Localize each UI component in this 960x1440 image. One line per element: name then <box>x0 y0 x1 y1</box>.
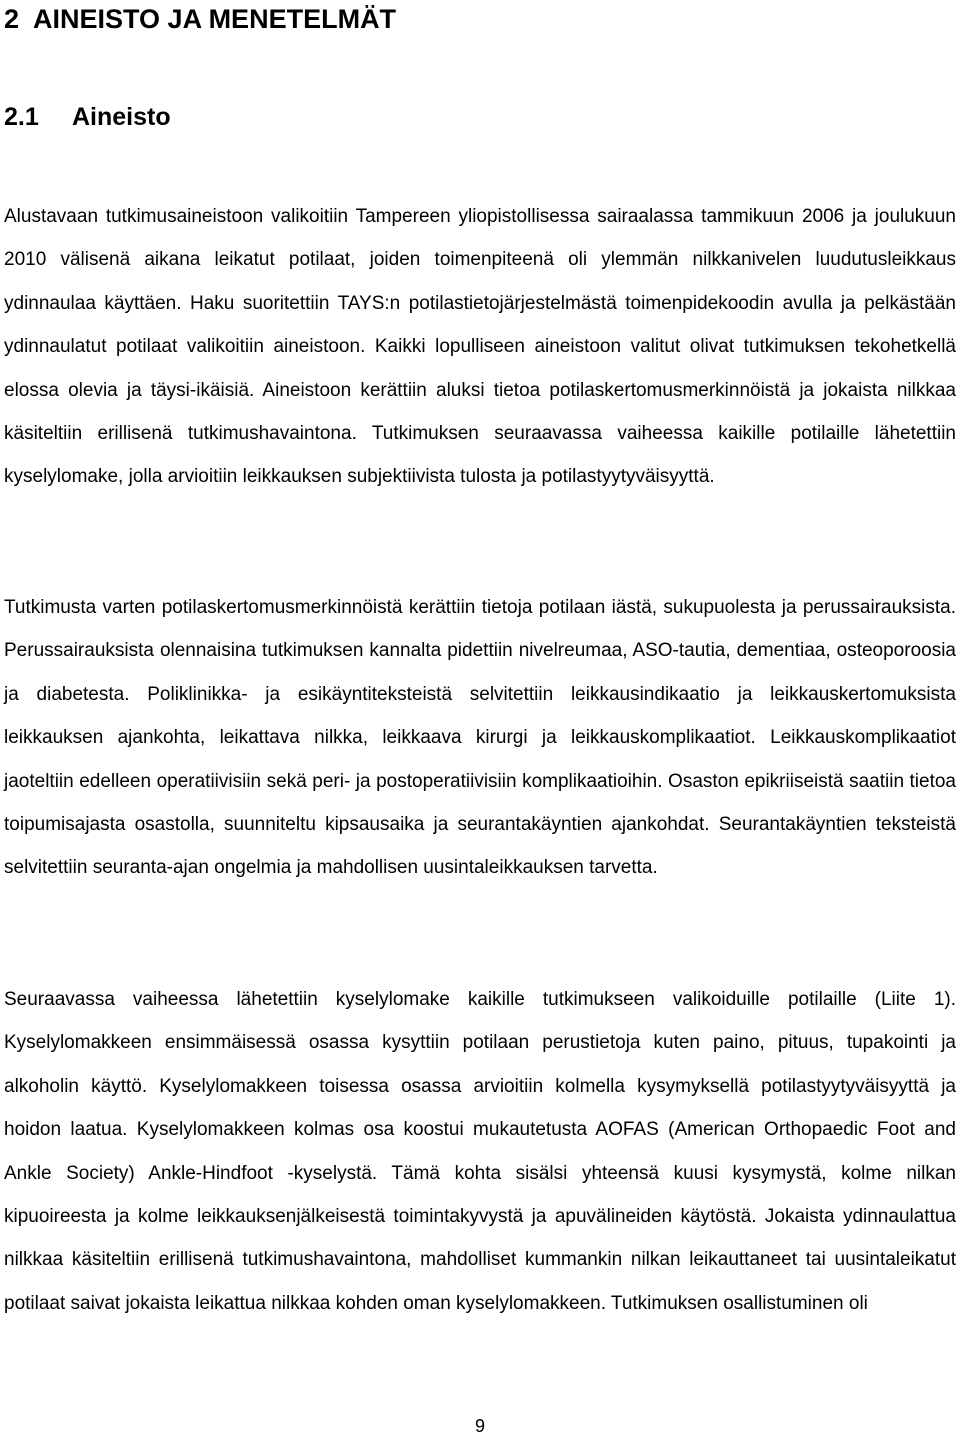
chapter-title: AINEISTO JA MENETELMÄT <box>33 4 397 34</box>
body-paragraph: Tutkimusta varten potilaskertomusmerkinnöistä kerättiin tietoja potilaan iästä, sukupuolesta ja perussairauksista. Perussairauksista olennaisina tutkimuksen kannalta pidettiin nivelreumaa, ASO-tautia, dementiaa, osteoporoosia ja diabetesta. Poliklinikka- ja esikäyntiteksteistä selvitettiin leikkausindikaatio ja leikkauskertomuksista leikkauksen ajankohta, leikattava nilkka, leikkaava kirurgi ja leikkauskomplikaatiot. Leikkauskomplikaatiot jaoteltiin edelleen operatiivisiin sekä peri- ja postoperatiivisiin komplikaatioihin. Osaston epikriiseistä saatiin tietoa toipumisajasta osastolla, suunniteltu kipsausaika ja seurantakäyntien ajankohdat. Seurantakäyntien teksteistä selvitettiin seuranta-ajan ongelmia ja mahdollisen uusintaleikkauksen tarvetta. <box>4 597 956 879</box>
section-heading <box>4 100 171 134</box>
page-number: 9 <box>474 1416 485 1436</box>
body-paragraph: Seuraavassa vaiheessa lähetettiin kyselylomake kaikille tutkimukseen valikoiduille potilaille (Liite 1). Kyselylomakkeen ensimmäisessä osassa kysyttiin potilaan perustietoja kuten paino, pituus, tupakointi ja alkoholin käyttö. Kyselylomakkeen toisessa osassa arvioitiin kolmella kysymyksellä potilastyytyväisyyttä ja hoidon laatua. Kyselylomakkeen kolmas osa koostui mukautetusta AOFAS (American Orthopaedic Foot and Ankle Society) Ankle-Hindfoot -kyselystä. Tämä kohta sisälsi yhteensä kuusi kysymystä, kolme nilkan kipuoireesta ja kolme leikkauksenjälkeisestä toimintakyvystä ja apuvälineiden käytöstä. Jokaista ydinnaulattua nilkkaa käsiteltiin erillisenä tutkimushavaintona, mahdolliset kummankin nilkan leikauttaneet tai uusintaleikatut potilaat saivat jokaista leikattua nilkkaa kohden oman kyselylomakkeen. Tutkimuksen osallistuminen oli <box>4 989 956 1314</box>
body-paragraph: Alustavaan tutkimusaineistoon valikoitiin Tampereen yliopistollisessa sairaalassa tammikuun 2006 ja joulukuun 2010 välisenä aikana leikatut potilaat, joiden toimenpiteenä oli ylemmän nilkkanivelen luudutusleikkaus ydinnaulaa käyttäen. Haku suoritettiin TAYS:n potilastietojärjestelmästä toimenpidekoodin avulla ja pelkästään ydinnaulatut potilaat valikoitiin aineistoon. Kaikki lopulliseen aineistoon valitut olivat tutkimuksen tekohetkellä elossa olevia ja täysi-ikäisiä. Aineistoon kerättiin aluksi tietoa potilaskertomusmerkinnöistä ja jokaista nilkkaa käsiteltiin erillisenä tutkimushavaintona. Tutkimuksen seuraavassa vaiheessa kaikille potilaille lähetettiin kyselylomake, jolla arvioitiin leikkauksen subjektiivista tulosta ja potilastyytyväisyyttä. <box>4 206 956 488</box>
section-title: Aineisto <box>72 103 171 131</box>
chapter-number: 2 <box>4 4 20 34</box>
chapter-heading <box>4 0 396 38</box>
section-number: 2.1 <box>4 103 39 131</box>
